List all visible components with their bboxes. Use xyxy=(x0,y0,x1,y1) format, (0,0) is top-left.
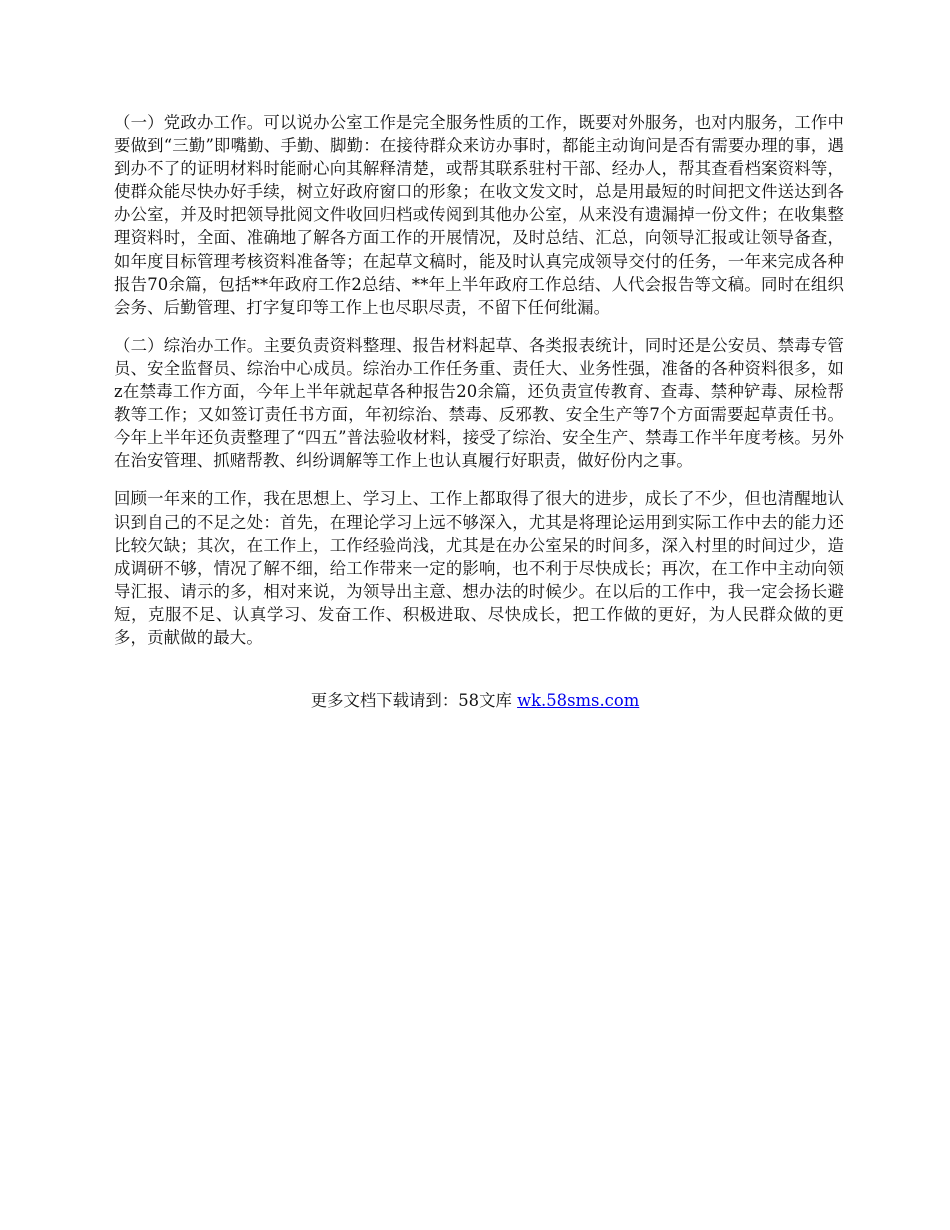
download-footer xyxy=(0,689,950,712)
footer-download-link[interactable]: wk.58sms.com xyxy=(517,691,640,710)
paragraph-comprehensive-governance-work: （二）综治办工作。主要负责资料整理、报告材料起草、各类报表统计，同时还是公安员、禁毒专管员、安全监督员、综治中心成员。综治办工作任务重、责任大、业务性强，准备的各种资料很多，如z在禁毒工作方面，今年上半年就起草各种报告20余篇，还负责宣传教育、查毒、禁种铲毒、尿检帮教等工作；又如签订责任书方面，年初综治、禁毒、反邪教、安全生产等7个方面需要起草责任书。今年上半年还负责整理了“四五”普法验收材料，接受了综治、安全生产、禁毒工作半年度考核。另外在治安管理、抓赌帮教、纠纷调解等工作上也认真履行好职责，做好份内之事。 xyxy=(114,335,844,471)
paragraph-party-office-work: （一）党政办工作。可以说办公室工作是完全服务性质的工作，既要对外服务，也对内服务，工作中要做到“三勤”即嘴勤、手勤、脚勤：在接待群众来访办事时，都能主动询问是否有需要办理的事，遇到办不了的证明材料时能耐心向其解释清楚，或帮其联系驻村干部、经办人，帮其查看档案资料等，使群众能尽快办好手续，树立好政府窗口的形象；在收文发文时，总是用最短的时间把文件送达到各办公室，并及时把领导批阅文件收回归档或传阅到其他办公室，从来没有遗漏掉一份文件；在收集整理资料时，全面、准确地了解各方面工作的开展情况，及时总结、汇总，向领导汇报或让领导备查，如年度目标管理考核资料准备等；在起草文稿时，能及时认真完成领导交付的任务，一年来完成各种报告70余篇，包括**年政府工作2总结、**年上半年政府工作总结、人代会报告等文稿。同时在组织会务、后勤管理、打字复印等工作上也尽职尽责，不留下任何纰漏。 xyxy=(114,113,844,317)
footer-prefix-text: 更多文档下载请到：58文库 xyxy=(310,691,518,710)
paragraph-year-review: 回顾一年来的工作，我在思想上、学习上、工作上都取得了很大的进步，成长了不少，但也清醒地认识到自己的不足之处：首先，在理论学习上远不够深入，尤其是将理论运用到实际工作中去的能力还比较欠缺；其次，在工作上，工作经验尚浅，尤其是在办公室呆的时间多，深入村里的时间过少，造成调研不够，情况了解不细，给工作带来一定的影响，也不利于尽快成长；再次，在工作中主动向领导汇报、请示的多，相对来说，为领导出主意、想办法的时候少。在以后的工作中，我一定会扬长避短，克服不足、认真学习、发奋工作、积极进取、尽快成长，把工作做的更好，为人民群众做的更多，贡献做的最大。 xyxy=(114,489,844,647)
document-body xyxy=(114,111,844,649)
